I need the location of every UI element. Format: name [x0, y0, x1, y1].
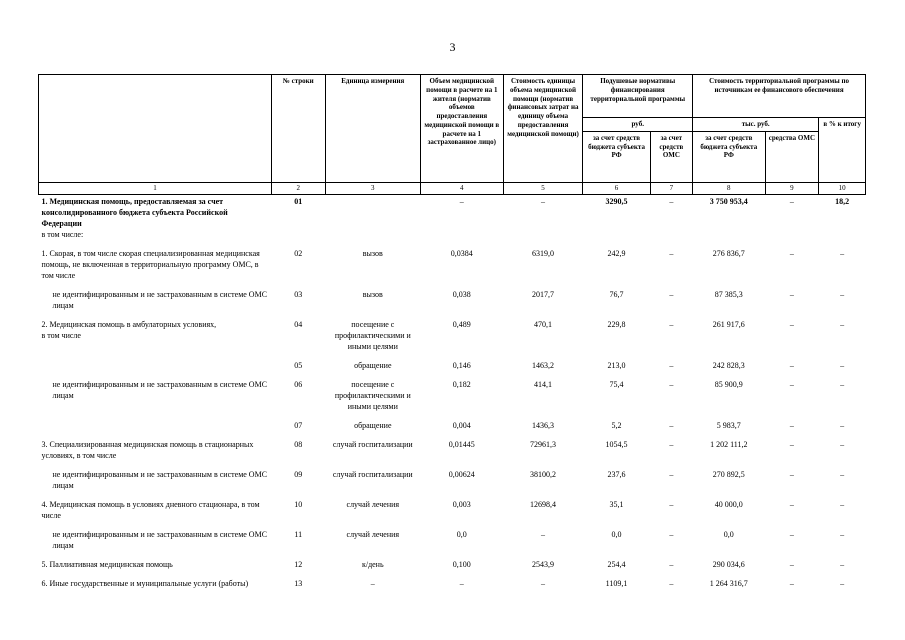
column-number: 6 [583, 182, 650, 194]
column-number: 9 [765, 182, 819, 194]
row-name [39, 378, 272, 413]
norm-budget-cell: 35,1 [609, 499, 624, 509]
row-number: 07 [294, 420, 303, 430]
percent-cell: – [840, 420, 845, 430]
row-number: 06 [294, 379, 303, 389]
total-budget-cell: 1 202 111,2 [710, 439, 748, 449]
total-oms-cell: – [789, 439, 794, 449]
percent-cell: – [840, 529, 845, 539]
norm-budget-cell: 5,2 [611, 420, 622, 430]
header-unit: Единица измерения [325, 75, 420, 183]
table-row [39, 577, 866, 590]
header-budget-thousand: за счет средств бюджета субъекта РФ [693, 131, 765, 182]
norm-oms-cell: – [669, 469, 674, 479]
header-budget-rub: за счет средств бюджета субъекта РФ [583, 131, 650, 182]
table-row [39, 194, 866, 241]
norm-oms-cell: – [669, 379, 674, 389]
volume-cell: 0,003 [452, 499, 471, 509]
row-name [39, 318, 272, 353]
total-oms-cell: – [789, 379, 794, 389]
norm-budget-cell: 242,9 [607, 248, 626, 258]
header-row-no: № строки [271, 75, 325, 183]
unit-cell: случай госпитализации [332, 439, 413, 449]
norm-budget-cell: 75,4 [609, 379, 624, 389]
column-number: 10 [819, 182, 866, 194]
row-name-text: 4. Медицинская помощь в условиях дневного стационара, в том числе [41, 499, 260, 520]
row-name [39, 288, 272, 312]
volume-cell: – [459, 578, 464, 588]
column-number: 1 [39, 182, 272, 194]
cost-cell: 38100,2 [530, 469, 557, 479]
row-name [39, 468, 272, 492]
norm-oms-cell: – [669, 319, 674, 329]
norm-budget-cell: 0,0 [611, 529, 622, 539]
table-row [39, 419, 866, 432]
row-number: 05 [294, 360, 303, 370]
volume-cell: 0,146 [452, 360, 471, 370]
table-row [39, 359, 866, 372]
header-norms: Подушевые нормативы финансирования территориальной программы [583, 75, 693, 118]
norm-oms-cell: – [669, 360, 674, 370]
unit-cell: вызов [362, 289, 383, 299]
total-oms-cell: – [789, 559, 794, 569]
row-number: 10 [294, 499, 303, 509]
row-gap-cell [39, 590, 866, 596]
norm-oms-cell: – [669, 559, 674, 569]
row-name [39, 577, 272, 590]
table-row [39, 528, 866, 552]
total-oms-cell: – [789, 499, 794, 509]
row-subtitle: в том числе: [41, 229, 84, 239]
norm-oms-cell: – [669, 196, 674, 206]
total-budget-cell: 87 385,3 [714, 289, 743, 299]
header-oms-thousand: средства ОМС [765, 131, 819, 182]
column-number: 4 [420, 182, 503, 194]
header-thousand-rub: тыс. руб. [693, 118, 819, 132]
row-name [39, 558, 272, 571]
column-number: 3 [325, 182, 420, 194]
total-oms-cell: – [789, 248, 794, 258]
percent-cell: – [840, 469, 845, 479]
norm-oms-cell: – [669, 499, 674, 509]
row-name [39, 528, 272, 552]
total-oms-cell: – [789, 289, 794, 299]
header-empty [39, 75, 272, 183]
cost-cell: 1463,2 [532, 360, 555, 370]
cost-cell: 470,1 [534, 319, 553, 329]
volume-cell: 0,0 [456, 529, 467, 539]
header-total-cost: Стоимость территориальной программы по источникам ее финансового обеспечения [693, 75, 866, 118]
total-budget-cell: 40 000,0 [714, 499, 743, 509]
total-budget-cell: 5 983,7 [716, 420, 741, 430]
percent-cell: – [840, 379, 845, 389]
volume-cell: 0,038 [452, 289, 471, 299]
header-percent: в % к итогу [819, 118, 866, 183]
row-name-text: 1. Медицинская помощь, предоставляемая за счет консолидированного бюджета субъекта Российской Федерации [41, 196, 228, 228]
cost-cell: 414,1 [534, 379, 553, 389]
total-oms-cell: – [789, 196, 794, 206]
row-number: 04 [294, 319, 303, 329]
norm-budget-cell: 237,6 [607, 469, 626, 479]
norm-budget-cell: 213,0 [607, 360, 626, 370]
unit-cell: случай лечения [346, 499, 400, 509]
table-row [39, 288, 866, 312]
unit-cell: случай лечения [346, 529, 400, 539]
table-row [39, 378, 866, 413]
total-budget-cell: 270 892,5 [712, 469, 745, 479]
row-name-text: 2. Медицинская помощь в амбулаторных условиях, [41, 319, 217, 329]
row-name-text: не идентифицированным и не застрахованным в системе ОМС лицам [52, 469, 268, 490]
total-budget-cell: 242 828,3 [712, 360, 745, 370]
cost-cell: – [541, 196, 546, 206]
unit-cell: – [370, 578, 375, 588]
row-number: 09 [294, 469, 303, 479]
unit-cell: посещение с профилактическими и иными целями [334, 319, 411, 351]
table-row [39, 468, 866, 492]
total-oms-cell: – [789, 469, 794, 479]
percent-cell: 18,2 [835, 196, 850, 206]
volume-cell: – [459, 196, 464, 206]
row-gap [39, 590, 866, 596]
total-budget-cell: 0,0 [723, 529, 734, 539]
row-name-text: 1. Скорая, в том числе скорая специализированная медицинская помощь, не включенная в территориальную программу ОМС, в том числе [41, 248, 260, 280]
cost-cell: 12698,4 [530, 499, 557, 509]
header-volume: Объем медицинской помощи в расчете на 1 жителя (норматив объемов предоставления медицинской помощи в расчете на 1 застрахованное лицо) [420, 75, 503, 183]
column-number: 2 [271, 182, 325, 194]
row-number: 02 [294, 248, 303, 258]
unit-cell: к/день [361, 559, 384, 569]
page-number: 3 [449, 40, 456, 54]
row-name [39, 359, 272, 372]
volume-cell: 0,0384 [450, 248, 473, 258]
column-number: 5 [503, 182, 583, 194]
unit-cell: обращение [354, 420, 392, 430]
total-oms-cell: – [789, 420, 794, 430]
row-subtitle: в том числе [41, 330, 81, 340]
percent-cell: – [840, 439, 845, 449]
total-oms-cell: – [789, 360, 794, 370]
cost-cell: 2017,7 [532, 289, 555, 299]
row-name [39, 438, 272, 462]
volume-cell: 0,00624 [448, 469, 475, 479]
cost-cell: – [541, 529, 546, 539]
percent-cell: – [840, 248, 845, 258]
row-name-text: не идентифицированным и не застрахованным в системе ОМС лицам [52, 379, 268, 400]
percent-cell: – [840, 499, 845, 509]
column-number: 7 [650, 182, 692, 194]
row-number: 13 [294, 578, 303, 588]
unit-cell [325, 194, 420, 241]
norm-budget-cell: 3290,5 [605, 196, 628, 206]
cost-cell: – [541, 578, 546, 588]
total-oms-cell: – [789, 529, 794, 539]
cost-cell: 2543,9 [532, 559, 555, 569]
unit-cell: вызов [362, 248, 383, 258]
row-name [39, 194, 272, 241]
percent-cell: – [840, 578, 845, 588]
norm-oms-cell: – [669, 529, 674, 539]
column-numbers-row [39, 182, 866, 194]
total-oms-cell: – [789, 319, 794, 329]
percent-cell: – [840, 559, 845, 569]
volume-cell: 0,489 [452, 319, 471, 329]
percent-cell: – [840, 319, 845, 329]
norm-budget-cell: 229,8 [607, 319, 626, 329]
unit-cell: случай госпитализации [332, 469, 413, 479]
row-name-text: не идентифицированным и не застрахованным в системе ОМС лицам [52, 529, 268, 550]
norm-budget-cell: 1054,5 [605, 439, 628, 449]
unit-cell: посещение с профилактическими и иными целями [334, 379, 411, 411]
row-number: 11 [294, 529, 303, 539]
header-cost: Стоимость единицы объема медицинской помощи (норматив финансовых затрат на единицу объема предоставления медицинской помощи) [503, 75, 583, 183]
row-name-text: 6. Иные государственные и муниципальные услуги (работы) [41, 578, 249, 588]
norm-budget-cell: 254,4 [607, 559, 626, 569]
percent-cell: – [840, 360, 845, 370]
total-budget-cell: 85 900,9 [714, 379, 743, 389]
table-row [39, 247, 866, 282]
row-name-text: не идентифицированным и не застрахованным в системе ОМС лицам [52, 289, 268, 310]
volume-cell: 0,01445 [448, 439, 475, 449]
total-budget-cell: 1 264 316,7 [709, 578, 748, 588]
total-budget-cell: 290 034,6 [712, 559, 745, 569]
cost-cell: 1436,3 [532, 420, 555, 430]
total-budget-cell: 276 836,7 [712, 248, 745, 258]
row-name [39, 419, 272, 432]
norm-oms-cell: – [669, 248, 674, 258]
total-budget-cell: 3 750 953,4 [709, 196, 748, 206]
table-row [39, 318, 866, 353]
unit-cell: обращение [354, 360, 392, 370]
volume-cell: 0,100 [452, 559, 471, 569]
volume-cell: 0,182 [452, 379, 471, 389]
row-name [39, 498, 272, 522]
column-number: 8 [693, 182, 765, 194]
row-name-text: 5. Паллиативная медицинская помощь [41, 559, 173, 569]
header-rub: руб. [583, 118, 693, 132]
row-number: 01 [294, 196, 303, 206]
norm-oms-cell: – [669, 289, 674, 299]
row-name-text: 3. Специализированная медицинская помощь в стационарных условиях, в том числе [41, 439, 254, 460]
volume-cell: 0,004 [452, 420, 471, 430]
total-oms-cell: – [789, 578, 794, 588]
row-number: 12 [294, 559, 303, 569]
table-row [39, 558, 866, 571]
row-number: 03 [294, 289, 303, 299]
norm-budget-cell: 76,7 [609, 289, 624, 299]
table-row [39, 498, 866, 522]
table-body [39, 194, 866, 596]
norm-oms-cell: – [669, 578, 674, 588]
total-budget-cell: 261 917,6 [712, 319, 745, 329]
cost-cell: 6319,0 [532, 248, 555, 258]
cost-cell: 72961,3 [530, 439, 557, 449]
norm-budget-cell: 1109,1 [605, 578, 628, 588]
row-name [39, 247, 272, 282]
financing-table [38, 74, 866, 596]
table-row [39, 438, 866, 462]
norm-oms-cell: – [669, 439, 674, 449]
row-number: 08 [294, 439, 303, 449]
percent-cell: – [840, 289, 845, 299]
header-oms-rub: за счет средств ОМС [650, 131, 692, 182]
norm-oms-cell: – [669, 420, 674, 430]
